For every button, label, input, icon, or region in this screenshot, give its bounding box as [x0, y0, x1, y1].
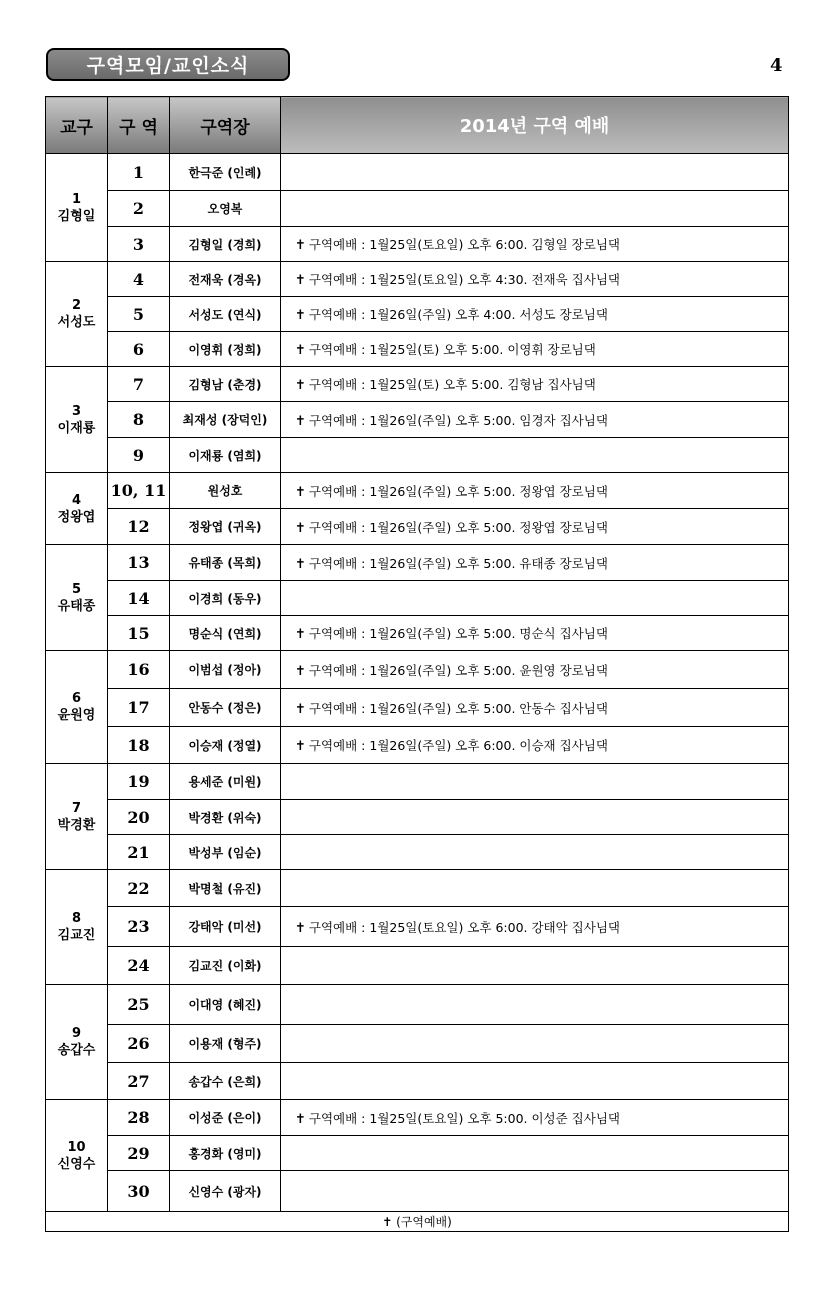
district-leader-name: 정왕엽 [57, 509, 96, 525]
cross-icon: ✝ [295, 484, 306, 500]
table-row [46, 438, 789, 473]
table-row [46, 800, 789, 835]
table-row [46, 985, 789, 1025]
zone-event [281, 616, 789, 651]
header-leader: 구역장 [170, 97, 281, 154]
zone-number: 4 [108, 262, 170, 297]
event-text: 구역예배 : 1월26일(주일) 오후 4:00. 서성도 장로님댁 [308, 307, 608, 322]
zone-number: 12 [108, 509, 170, 545]
zone-leader: 이승재 (정열) [170, 727, 281, 764]
table-row [46, 616, 789, 651]
district-leader-name: 신영수 [57, 1156, 96, 1172]
cross-icon: ✝ [295, 627, 306, 642]
footer-legend [46, 1212, 789, 1232]
zone-number: 25 [108, 985, 170, 1025]
zone-number: 28 [108, 1100, 170, 1136]
zone-number: 10, 11 [108, 473, 170, 509]
zone-number: 7 [108, 367, 170, 402]
zone-event [281, 191, 789, 227]
zone-event [281, 473, 789, 509]
zone-leader: 안동수 (정은) [170, 689, 281, 727]
zone-leader: 이재룡 (염희) [170, 438, 281, 473]
table-row [46, 191, 789, 227]
header-zone: 구 역 [108, 97, 170, 154]
zone-number: 6 [108, 332, 170, 367]
zone-event [281, 367, 789, 402]
zone-number: 3 [108, 227, 170, 262]
table-row [46, 473, 789, 509]
table-row [46, 402, 789, 438]
event-text: 구역예배 : 1월25일(토요일) 오후 5:00. 이성준 집사님댁 [308, 1110, 620, 1126]
cross-icon: ✝ [295, 238, 306, 253]
zone-event [281, 1025, 789, 1063]
table-row [46, 727, 789, 764]
district-number: 4 [71, 492, 82, 508]
header-event: 2014년 구역 예배 [281, 97, 789, 154]
district-leader-name: 이재룡 [57, 420, 96, 436]
event-text: 구역예배 : 1월26일(주일) 오후 6:00. 이승재 집사님댁 [308, 738, 608, 753]
event-text: 구역예배 : 1월25일(토요일) 오후 6:00. 김형일 장로님댁 [308, 237, 620, 252]
zone-leader: 이경희 (동우) [170, 581, 281, 616]
zone-leader: 이범섭 (정아) [170, 651, 281, 689]
section-title: 구역모임/교인소식 [46, 48, 290, 81]
cross-icon: ✝ [382, 1215, 393, 1229]
cross-icon: ✝ [295, 556, 306, 572]
event-text: 구역예배 : 1월26일(주일) 오후 5:00. 유태종 장로님댁 [308, 555, 608, 571]
district-cell [46, 545, 108, 651]
event-text: 구역예배 : 1월25일(토요일) 오후 6:00. 강태악 집사님댁 [308, 919, 620, 935]
district-leader-name: 김교진 [57, 928, 96, 943]
zone-event [281, 1100, 789, 1136]
table-header-row [46, 97, 789, 154]
cross-icon: ✝ [295, 343, 306, 358]
district-number: 9 [71, 1026, 82, 1041]
district-schedule-table [45, 96, 789, 1232]
district-cell [46, 985, 108, 1100]
zone-number: 9 [108, 438, 170, 473]
table-row [46, 1025, 789, 1063]
district-number: 7 [71, 800, 82, 816]
district-number: 6 [71, 691, 82, 706]
table-row [46, 651, 789, 689]
zone-leader: 정왕엽 (귀옥) [170, 509, 281, 545]
district-number: 2 [71, 298, 82, 313]
event-text: 구역예배 : 1월26일(주일) 오후 5:00. 정왕엽 장로님댁 [308, 483, 608, 499]
page-number: 4 [770, 55, 783, 76]
zone-number: 18 [108, 727, 170, 764]
district-leader-name: 유태종 [57, 598, 96, 614]
zone-event [281, 651, 789, 689]
zone-number: 27 [108, 1063, 170, 1100]
zone-event [281, 947, 789, 985]
district-cell [46, 1100, 108, 1212]
zone-number: 30 [108, 1171, 170, 1212]
district-number: 8 [71, 911, 82, 926]
event-text: 구역예배 : 1월25일(토) 오후 5:00. 김형남 집사님댁 [308, 377, 596, 392]
table-row [46, 835, 789, 870]
event-text: 구역예배 : 1월26일(주일) 오후 5:00. 임경자 집사님댁 [308, 412, 608, 428]
cross-icon: ✝ [295, 308, 306, 323]
district-number: 3 [71, 403, 82, 419]
zone-event [281, 332, 789, 367]
district-leader-name: 송갑수 [57, 1043, 96, 1058]
district-leader-name: 박경환 [57, 817, 96, 833]
zone-event [281, 154, 789, 191]
district-number: 10 [67, 1139, 86, 1155]
district-leader-name: 윤원영 [57, 708, 96, 723]
zone-event [281, 907, 789, 947]
district-cell [46, 651, 108, 764]
district-cell [46, 473, 108, 545]
table-row [46, 947, 789, 985]
zone-event [281, 581, 789, 616]
district-cell [46, 870, 108, 985]
zone-number: 20 [108, 800, 170, 835]
table-row [46, 367, 789, 402]
table-row [46, 509, 789, 545]
zone-leader: 용세준 (미원) [170, 764, 281, 800]
zone-leader: 이성준 (은이) [170, 1100, 281, 1136]
table-row [46, 870, 789, 907]
zone-event [281, 835, 789, 870]
header-district: 교구 [46, 97, 108, 154]
zone-leader: 송갑수 (은희) [170, 1063, 281, 1100]
footer-row [46, 1212, 789, 1232]
district-cell [46, 262, 108, 367]
zone-leader: 서성도 (연식) [170, 297, 281, 332]
zone-leader: 오영복 [170, 191, 281, 227]
zone-number: 17 [108, 689, 170, 727]
zone-event [281, 402, 789, 438]
district-number: 5 [71, 581, 82, 597]
zone-event [281, 227, 789, 262]
zone-event [281, 764, 789, 800]
zone-number: 14 [108, 581, 170, 616]
table-row [46, 1136, 789, 1171]
table-row [46, 1100, 789, 1136]
zone-number: 1 [108, 154, 170, 191]
zone-event [281, 727, 789, 764]
zone-event [281, 870, 789, 907]
table-row [46, 689, 789, 727]
district-cell [46, 367, 108, 473]
zone-event [281, 262, 789, 297]
zone-leader: 박명철 (유진) [170, 870, 281, 907]
district-cell [46, 764, 108, 870]
event-text: 구역예배 : 1월26일(주일) 오후 5:00. 안동수 집사님댁 [308, 700, 608, 716]
zone-number: 24 [108, 947, 170, 985]
zone-event [281, 689, 789, 727]
table-row [46, 1171, 789, 1212]
zone-number: 15 [108, 616, 170, 651]
zone-leader: 이영휘 (정희) [170, 332, 281, 367]
zone-leader: 명순식 (연희) [170, 616, 281, 651]
cross-icon: ✝ [295, 413, 306, 429]
zone-leader: 최재성 (장덕인) [170, 402, 281, 438]
zone-leader: 이용재 (형주) [170, 1025, 281, 1063]
table-row [46, 297, 789, 332]
zone-event [281, 297, 789, 332]
district-leader-name: 서성도 [57, 315, 96, 330]
table-row [46, 581, 789, 616]
zone-number: 13 [108, 545, 170, 581]
table-row [46, 545, 789, 581]
table-body [46, 154, 789, 1232]
table-row [46, 227, 789, 262]
district-leader-name: 김형일 [57, 208, 96, 224]
zone-number: 8 [108, 402, 170, 438]
zone-number: 22 [108, 870, 170, 907]
zone-number: 26 [108, 1025, 170, 1063]
zone-leader: 홍경화 (영미) [170, 1136, 281, 1171]
zone-leader: 박경환 (위숙) [170, 800, 281, 835]
zone-leader: 한극준 (인례) [170, 154, 281, 191]
cross-icon: ✝ [295, 1111, 306, 1127]
legend-text: (구역예배) [396, 1215, 452, 1229]
cross-icon: ✝ [295, 701, 306, 717]
table-row [46, 332, 789, 367]
zone-leader: 전재욱 (경옥) [170, 262, 281, 297]
zone-leader: 김형일 (경희) [170, 227, 281, 262]
zone-leader: 박성부 (임순) [170, 835, 281, 870]
zone-number: 21 [108, 835, 170, 870]
cross-icon: ✝ [295, 739, 306, 754]
table-row [46, 764, 789, 800]
district-number: 1 [71, 191, 82, 207]
zone-number: 2 [108, 191, 170, 227]
table-row [46, 154, 789, 191]
event-text: 구역예배 : 1월25일(토요일) 오후 4:30. 전재욱 집사님댁 [308, 272, 620, 287]
zone-leader: 신영수 (광자) [170, 1171, 281, 1212]
zone-leader: 김형남 (춘경) [170, 367, 281, 402]
zone-number: 16 [108, 651, 170, 689]
zone-event [281, 545, 789, 581]
zone-event [281, 1136, 789, 1171]
zone-number: 29 [108, 1136, 170, 1171]
table-row [46, 907, 789, 947]
cross-icon: ✝ [295, 273, 306, 288]
event-text: 구역예배 : 1월26일(주일) 오후 5:00. 윤원영 장로님댁 [308, 662, 608, 678]
event-text: 구역예배 : 1월25일(토) 오후 5:00. 이영휘 장로님댁 [308, 342, 596, 357]
zone-leader: 이대영 (혜진) [170, 985, 281, 1025]
zone-leader: 김교진 (이화) [170, 947, 281, 985]
zone-number: 23 [108, 907, 170, 947]
zone-event [281, 800, 789, 835]
zone-event [281, 985, 789, 1025]
district-cell [46, 154, 108, 262]
zone-leader: 유태종 (목희) [170, 545, 281, 581]
event-text: 구역예배 : 1월26일(주일) 오후 5:00. 명순식 집사님댁 [308, 626, 608, 641]
zone-leader: 원성호 [170, 473, 281, 509]
zone-number: 5 [108, 297, 170, 332]
cross-icon: ✝ [295, 520, 306, 536]
event-text: 구역예배 : 1월26일(주일) 오후 5:00. 정왕엽 장로님댁 [308, 519, 608, 535]
zone-leader: 강태악 (미선) [170, 907, 281, 947]
zone-number: 19 [108, 764, 170, 800]
table-row [46, 262, 789, 297]
cross-icon: ✝ [295, 663, 306, 679]
cross-icon: ✝ [295, 378, 306, 393]
cross-icon: ✝ [295, 920, 306, 936]
zone-event [281, 1171, 789, 1212]
zone-event [281, 438, 789, 473]
zone-event [281, 509, 789, 545]
table-row [46, 1063, 789, 1100]
zone-event [281, 1063, 789, 1100]
